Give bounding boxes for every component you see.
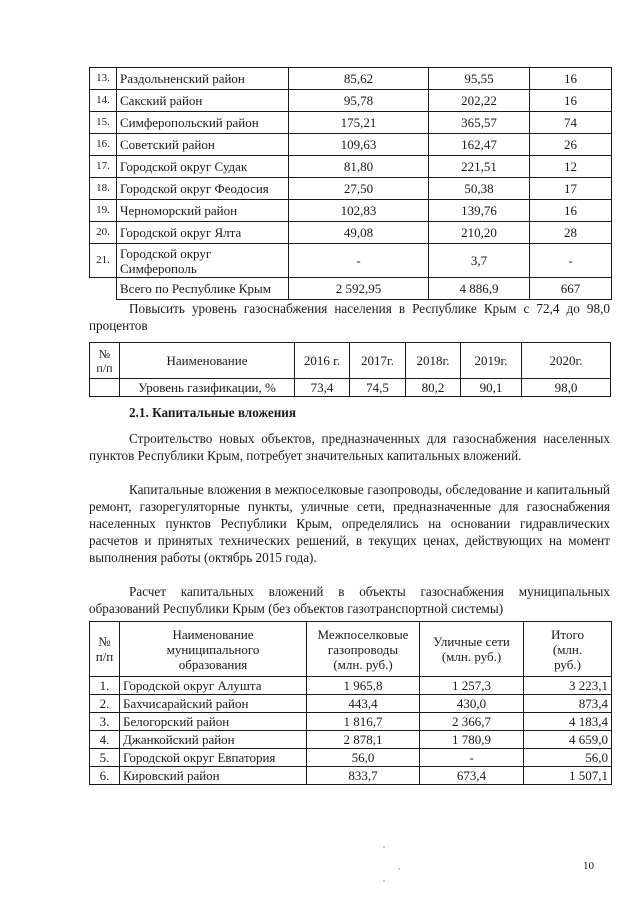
scan-speck — [383, 846, 385, 848]
table-row — [90, 178, 612, 200]
header-line: муниципального — [166, 641, 260, 657]
district-name: Черноморский район — [117, 200, 289, 222]
table-row — [90, 156, 612, 178]
value-cell: 221,51 — [429, 156, 530, 178]
indicator-name: Уровень газификации, % — [120, 379, 295, 397]
value-cell: 90,1 — [461, 379, 522, 397]
capital-investment-table — [89, 621, 612, 785]
header-line: Межпоселковые — [317, 626, 409, 642]
table-row — [90, 90, 612, 112]
header-line: газопроводы — [327, 641, 399, 657]
header-year: 2016 г. — [295, 343, 350, 379]
total-value: 667 — [530, 278, 612, 300]
section-heading: 2.1. Капитальные вложения — [129, 405, 297, 420]
total-label: Всего по Республике Крым — [117, 278, 289, 300]
row-number: 5. — [90, 749, 120, 767]
district-name-line1: Городской округ — [120, 245, 212, 261]
row-number: 6. — [90, 767, 120, 785]
value-cell: 1 780,9 — [420, 731, 524, 749]
district-name: Городской округ Феодосия — [117, 178, 289, 200]
header-num — [90, 622, 120, 677]
header-num-line1: № — [98, 634, 111, 649]
value-cell: 74 — [530, 112, 612, 134]
value-cell: 202,22 — [429, 90, 530, 112]
district-name: Городской округ Ялта — [117, 222, 289, 244]
header-year: 2017г. — [350, 343, 406, 379]
row-number: 20. — [90, 222, 117, 244]
district-name-line2: Симферополь — [120, 260, 197, 276]
value-cell: 80,2 — [406, 379, 461, 397]
municipality-name: Городской округ Евпатория — [120, 749, 307, 767]
value-cell: 109,63 — [289, 134, 429, 156]
value-cell: 16 — [530, 68, 612, 90]
header-line: (млн. руб.) — [333, 656, 393, 672]
district-name: Советский район — [117, 134, 289, 156]
value-cell: 16 — [530, 200, 612, 222]
municipality-name: Джанкойский район — [120, 731, 307, 749]
table-header-row — [90, 622, 612, 677]
empty-cell — [90, 379, 120, 397]
district-name: Симферопольский район — [117, 112, 289, 134]
header-line: (млн. — [552, 641, 583, 657]
row-number: 21. — [90, 244, 117, 278]
header-num-line2: п/п — [96, 360, 113, 375]
row-number: 17. — [90, 156, 117, 178]
row-number: 13. — [90, 68, 117, 90]
value-cell: 16 — [530, 90, 612, 112]
header-line: Итого — [551, 626, 584, 642]
total-value: 2 592,95 — [289, 278, 429, 300]
municipality-name: Белогорский район — [120, 713, 307, 731]
value-cell: 102,83 — [289, 200, 429, 222]
municipality-name: Городской округ Алушта — [120, 677, 307, 695]
table-row — [90, 731, 612, 749]
value-cell: 430,0 — [420, 695, 524, 713]
row-number: 19. — [90, 200, 117, 222]
row-number: 3. — [90, 713, 120, 731]
value-cell: 56,0 — [524, 749, 612, 767]
header-num — [90, 343, 120, 379]
value-cell: 1 965,8 — [307, 677, 420, 695]
paragraph-calculation: Расчет капитальных вложений в объекты газоснабжения муниципальных образований Республики Крым (без объектов газотранспортной системы) — [89, 584, 610, 616]
value-cell: 28 — [530, 222, 612, 244]
table-row — [90, 112, 612, 134]
scan-speck — [398, 868, 400, 870]
district-name: Раздольненский район — [117, 68, 289, 90]
value-cell: 2 366,7 — [420, 713, 524, 731]
value-cell: 85,62 — [289, 68, 429, 90]
row-number: 4. — [90, 731, 120, 749]
district-name: Сакский район — [117, 90, 289, 112]
row-number: 15. — [90, 112, 117, 134]
gasification-goal-paragraph: Повысить уровень газоснабжения населения в Республике Крым с 72,4 до 98,0 процентов — [89, 301, 610, 333]
value-cell: 26 — [530, 134, 612, 156]
value-cell: 56,0 — [307, 749, 420, 767]
value-cell: 2 878,1 — [307, 731, 420, 749]
value-cell: 1 507,1 — [524, 767, 612, 785]
value-cell: 81,80 — [289, 156, 429, 178]
value-cell: 175,21 — [289, 112, 429, 134]
value-cell: 73,4 — [295, 379, 350, 397]
header-municipality — [120, 622, 307, 677]
header-line: руб.) — [554, 656, 581, 672]
header-name: Наименование — [120, 343, 295, 379]
paragraph-capital-investment: Капитальные вложения в межпоселковые газопроводы, обследование и капитальный ремонт, газорегуляторные пункты, уличные сети, предназначенные для газоснабжения населенных пунктов Республики Крым, определялись на основании гидравлических расчетов и принятых технических решений, в текущих ценах, действующих на момент выполнения работы (октябрь 2015 года). — [89, 482, 610, 565]
district-name: Городской округ Судак — [117, 156, 289, 178]
value-cell: 12 — [530, 156, 612, 178]
scan-speck — [383, 880, 385, 882]
value-cell: 833,7 — [307, 767, 420, 785]
header-total — [524, 622, 612, 677]
header-line: образования — [178, 656, 248, 672]
district-name — [117, 244, 289, 278]
header-intersettlement-pipelines — [307, 622, 420, 677]
value-cell: 95,78 — [289, 90, 429, 112]
table-row — [90, 713, 612, 731]
row-number: 1. — [90, 677, 120, 695]
value-cell: 17 — [530, 178, 612, 200]
value-cell: 443,4 — [307, 695, 420, 713]
paragraph-new-objects: Строительство новых объектов, предназначенных для газоснабжения населенных пунктов Республики Крым, потребует значительных капитальных вложений. — [89, 431, 610, 463]
table-row — [90, 222, 612, 244]
value-cell: 95,55 — [429, 68, 530, 90]
page-number: 10 — [583, 860, 594, 872]
gasification-level-table — [89, 342, 611, 397]
empty-cell — [90, 278, 117, 300]
row-number: 16. — [90, 134, 117, 156]
table-row — [90, 677, 612, 695]
header-line: (млн. руб.) — [441, 649, 502, 664]
header-line: Наименование — [172, 626, 254, 642]
header-street-networks — [420, 622, 524, 677]
value-cell: 49,08 — [289, 222, 429, 244]
value-cell: 673,4 — [420, 767, 524, 785]
value-cell: 873,4 — [524, 695, 612, 713]
value-cell: 3 223,1 — [524, 677, 612, 695]
value-cell: 210,20 — [429, 222, 530, 244]
total-value: 4 886,9 — [429, 278, 530, 300]
municipality-name: Бахчисарайский район — [120, 695, 307, 713]
table-row — [90, 767, 612, 785]
value-cell: - — [530, 244, 612, 278]
table-row — [90, 695, 612, 713]
value-cell: 1 816,7 — [307, 713, 420, 731]
header-year: 2020г. — [522, 343, 611, 379]
table-row — [90, 749, 612, 767]
value-cell: 98,0 — [522, 379, 611, 397]
header-year: 2018г. — [406, 343, 461, 379]
row-number: 2. — [90, 695, 120, 713]
total-row — [90, 278, 612, 300]
header-num-line2: п/п — [95, 649, 114, 664]
row-number: 14. — [90, 90, 117, 112]
header-num-line1: № — [98, 346, 111, 361]
value-cell: - — [420, 749, 524, 767]
table-row — [90, 68, 612, 90]
header-line: Уличные сети — [433, 634, 510, 649]
municipality-name: Кировский район — [120, 767, 307, 785]
table-row — [90, 379, 611, 397]
row-number: 18. — [90, 178, 117, 200]
value-cell: - — [289, 244, 429, 278]
value-cell: 4 183,4 — [524, 713, 612, 731]
value-cell: 365,57 — [429, 112, 530, 134]
table-row — [90, 134, 612, 156]
table-header-row — [90, 343, 611, 379]
value-cell: 139,76 — [429, 200, 530, 222]
value-cell: 74,5 — [350, 379, 406, 397]
table-row — [90, 200, 612, 222]
value-cell: 3,7 — [429, 244, 530, 278]
districts-gas-table — [89, 67, 612, 300]
table-row — [90, 244, 612, 278]
value-cell: 1 257,3 — [420, 677, 524, 695]
header-year: 2019г. — [461, 343, 522, 379]
value-cell: 50,38 — [429, 178, 530, 200]
value-cell: 27,50 — [289, 178, 429, 200]
value-cell: 162,47 — [429, 134, 530, 156]
value-cell: 4 659,0 — [524, 731, 612, 749]
